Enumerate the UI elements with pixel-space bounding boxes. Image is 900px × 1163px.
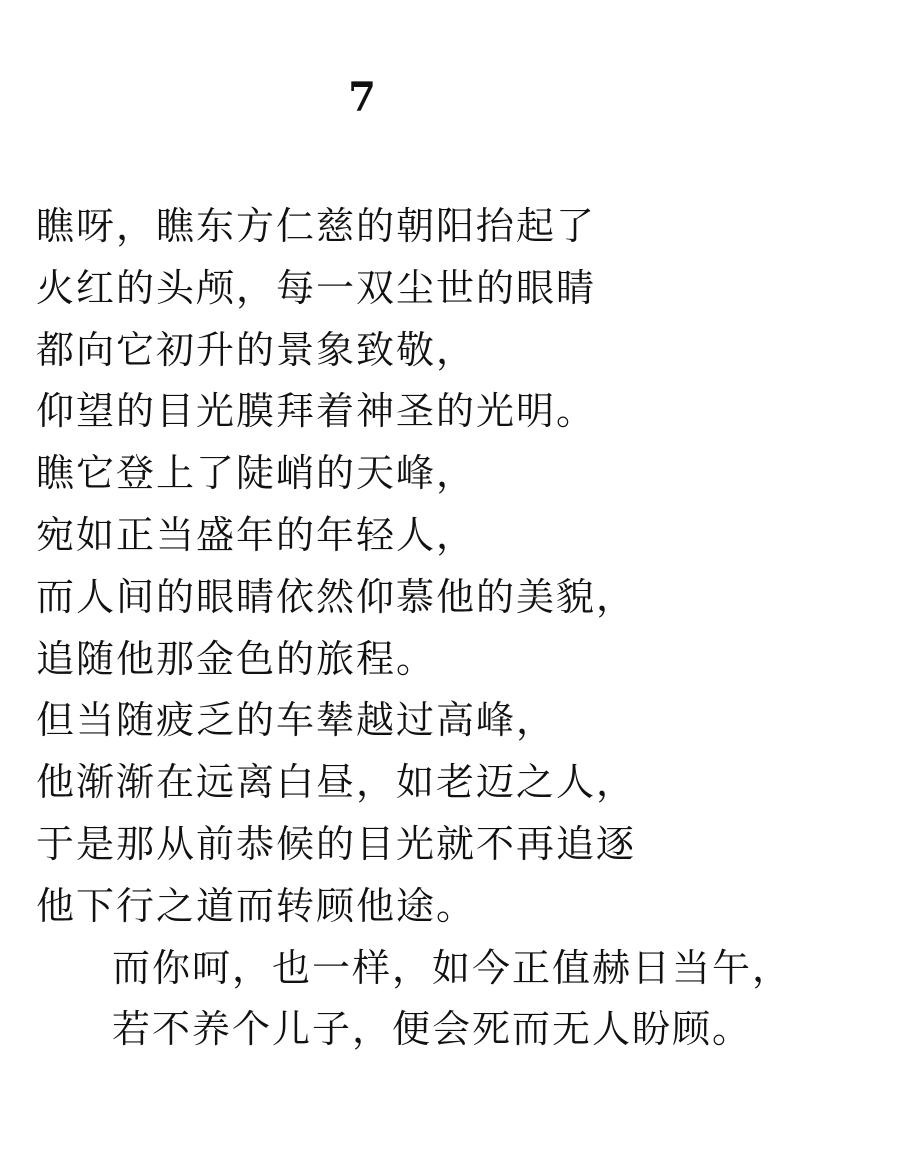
- poem-line: 都向它初升的景象致敬，: [36, 327, 477, 372]
- poem-line: 于是那从前恭候的目光就不再追逐: [36, 821, 637, 866]
- poem-line: 追随他那金色的旅程。: [36, 636, 437, 681]
- poem-line: 但当随疲乏的车辇越过高峰，: [36, 698, 557, 743]
- poem-line: 而人间的眼睛依然仰慕他的美貌，: [36, 574, 637, 619]
- poem-line: 火红的头颅，每一双尘世的眼睛: [36, 265, 597, 310]
- poem-line: 瞧它登上了陡峭的天峰，: [36, 451, 477, 496]
- couplet-line: 若不养个儿子，便会死而无人盼顾。: [112, 1007, 753, 1052]
- poem-line: 他渐渐在远离白昼，如老迈之人，: [36, 760, 637, 805]
- poem-line: 仰望的目光膜拜着神圣的光明。: [36, 389, 597, 434]
- poem-line: 瞧呀，瞧东方仁慈的朝阳抬起了: [36, 204, 597, 248]
- poem-line: 宛如正当盛年的年轻人，: [36, 512, 477, 557]
- poem-text: [36, 196, 792, 1061]
- couplet-line: 而你呵，也一样，如今正值赫日当午，: [112, 945, 793, 990]
- poem-line: 他下行之道而转顾他途。: [36, 883, 477, 928]
- sonnet-number: 7: [348, 74, 376, 121]
